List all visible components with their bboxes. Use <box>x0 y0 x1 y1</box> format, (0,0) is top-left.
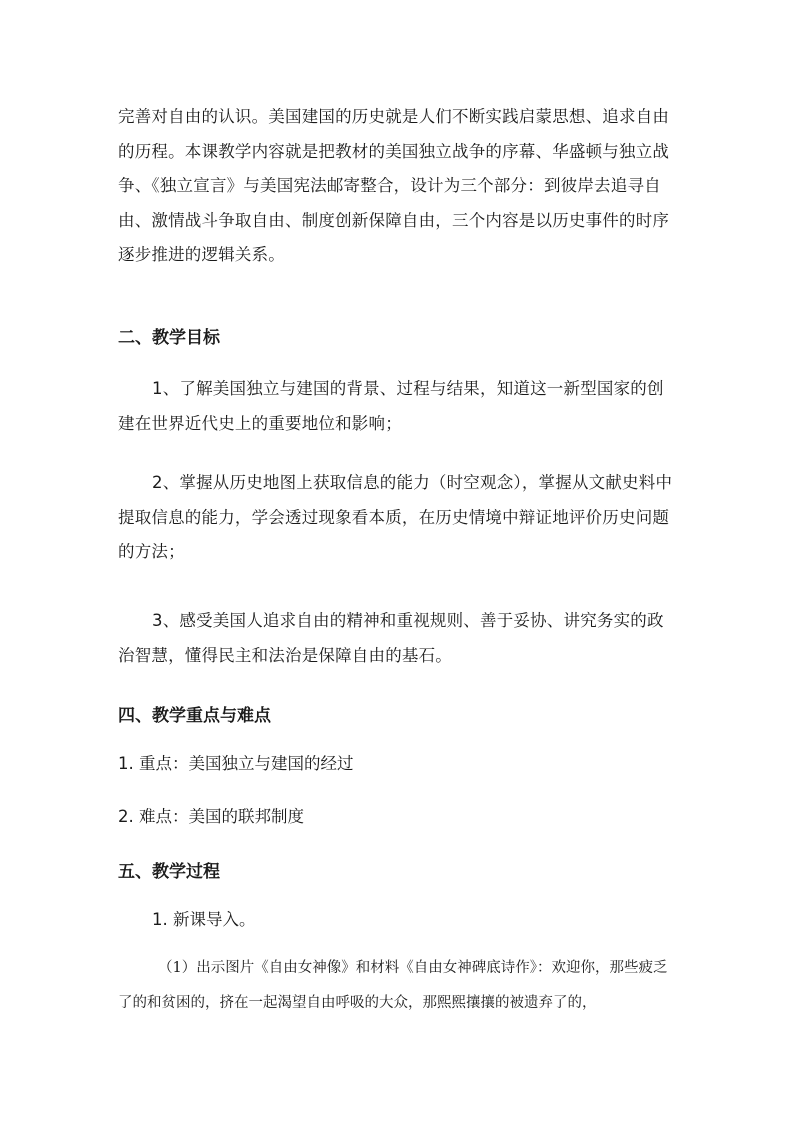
process-step-1-detail: （1）出示图片《自由女神像》和材料《自由女神碑底诗作》：欢迎你，那些疲乏了的和贫困的，挤在一起渴望自由呼吸的大众，那熙熙攘攘的被遗弃了的， <box>118 960 668 1011</box>
key-point-item-1: 1. 重点：美国独立与建国的经过 <box>118 754 354 773</box>
intro-paragraph: 完善对自由的认识。美国建国的历史就是人们不断实践启蒙思想、追求自由的历程。本课教学内容就是把教材的美国独立战争的序幕、华盛顿与独立战争、《独立宣言》与美国宪法邮寄整合，设计为三个部分：到彼岸去追寻自由、激情战斗争取自由、制度创新保障自由，三个内容是以历史事件的时序逐步推进的逻辑关系。 <box>118 107 670 264</box>
section-heading-key-points: 四、教学重点与难点 <box>118 706 271 726</box>
goal-item-3: 3、感受美国人追求自由的精神和重视规则、善于妥协、讲究务实的政治智慧，懂得民主和法治是保障自由的基石。 <box>118 611 664 665</box>
goal-item-2: 2、掌握从历史地图上获取信息的能力（时空观念），掌握从文献史料中提取信息的能力，学会透过现象看本质，在历史情境中辩证地评价历史问题的方法； <box>118 473 673 561</box>
process-step-1: 1. 新课导入。 <box>152 910 256 929</box>
goal-item-1: 1、了解美国独立与建国的背景、过程与结果，知道这一新型国家的创建在世界近代史上的重要地位和影响； <box>118 379 664 433</box>
section-heading-goals: 二、教学目标 <box>118 328 220 348</box>
section-heading-process: 五、教学过程 <box>118 862 220 882</box>
key-point-item-2: 2. 难点：美国的联邦制度 <box>118 807 304 826</box>
